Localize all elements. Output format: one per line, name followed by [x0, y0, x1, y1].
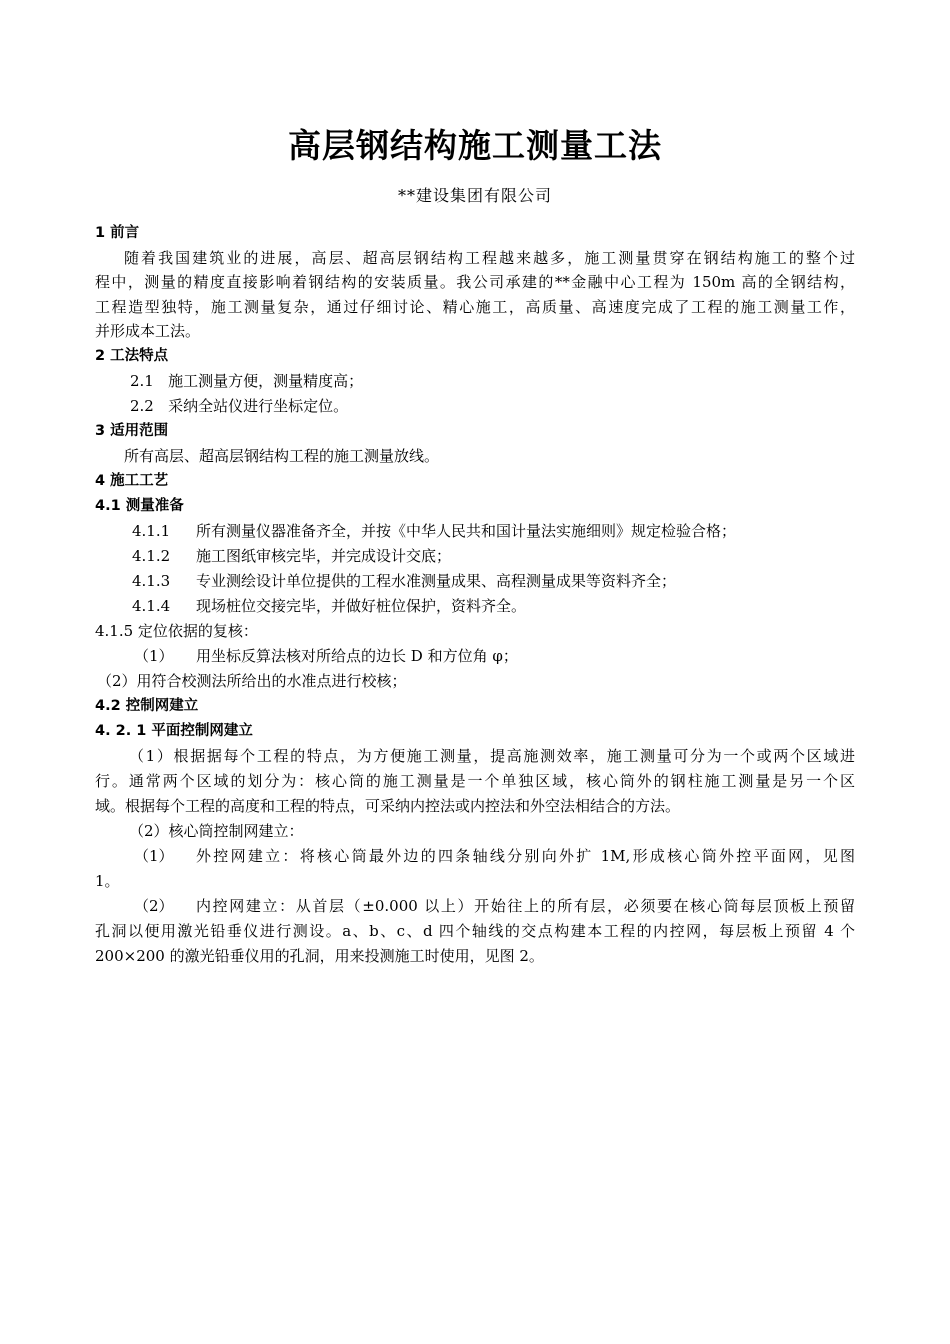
section-1-heading: 1 前言 — [95, 225, 140, 241]
item-text: 现场桩位交接完毕，并做好桩位保护，资料齐全。 — [196, 597, 527, 615]
paragraph-line: 行。通常两个区域的划分为：核心筒的施工测量是一个单独区域，核心筒外的钢柱施工测量是另一个区 — [95, 772, 855, 790]
section-4-heading: 4 施工工艺 — [95, 473, 169, 489]
section-1-paragraph-line: 程中，测量的精度直接影响着钢结构的安装质量。我公司承建的**金融中心工程为 150m 高的全钢结构， — [95, 273, 855, 291]
section-4-1-heading: 4.1 测量准备 — [95, 498, 184, 514]
section-2-heading: 2 工法特点 — [95, 348, 169, 364]
item-4-1-5-2: （2）用符合校测法所给出的水准点进行校核； — [97, 672, 407, 690]
item-text: 施工图纸审核完毕，并完成设计交底； — [196, 547, 452, 565]
item-text: 所有测量仪器准备齐全，并按《中华人民共和国计量法实施细则》规定检验合格； — [196, 522, 737, 540]
section-1-paragraph-line: 随着我国建筑业的进展，高层、超高层钢结构工程越来越多，施工测量贯穿在钢结构施工的整个过 — [124, 249, 855, 267]
section-3-heading: 3 适用范围 — [95, 423, 169, 439]
section-2-1-item: 2.1 施工测量方便，测量精度高； — [130, 372, 364, 390]
item-number: （1） — [134, 647, 174, 665]
section-1-paragraph-line: 工程造型独特，施工测量复杂，通过仔细讨论、精心施工，高质量、高速度完成了工程的施工测量工作， — [95, 298, 855, 316]
item-text: 专业测绘设计单位提供的工程水准测量成果、高程测量成果等资料齐全； — [196, 572, 677, 590]
item-text: 1。 — [95, 872, 120, 890]
paragraph-line: 域。根据每个工程的高度和工程的特点，可采纳内控法或内控法和外空法相结合的方法。 — [95, 797, 681, 815]
item-number: 4.1.1 — [132, 522, 171, 540]
section-4-2-1-heading: 4. 2. 1 平面控制网建立 — [95, 723, 253, 739]
section-2-2-item: 2.2 采纳全站仪进行坐标定位。 — [130, 397, 349, 415]
item-text: 外控网建立：将核心筒最外边的四条轴线分别向外扩 1M,形成核心筒外控平面网，见图 — [196, 847, 855, 865]
item-text: 用坐标反算法核对所给点的边长 D 和方位角 φ； — [196, 647, 518, 665]
item-text: 孔洞以便用激光铅垂仪进行测设。a、b、c、d 四个轴线的交点构建本工程的内控网，每层板上预留 4 个 — [95, 922, 855, 940]
item-number: 4.1.4 — [132, 597, 171, 615]
document-title: 高层钢结构施工测量工法 — [288, 126, 662, 165]
item-4-1-5: 4.1.5 定位依据的复核： — [95, 622, 258, 640]
item-number: 4.1.3 — [132, 572, 171, 590]
item-number: 4.1.2 — [132, 547, 171, 565]
company-name: **建设集团有限公司 — [397, 186, 552, 205]
section-4-2-heading: 4.2 控制网建立 — [95, 698, 199, 714]
paragraph-line: （1）根据据每个工程的特点，为方便施工测量，提高施测效率，施工测量可分为一个或两个区域进 — [129, 747, 855, 765]
section-3-paragraph: 所有高层、超高层钢结构工程的施工测量放线。 — [124, 447, 440, 465]
section-1-paragraph-line: 并形成本工法。 — [95, 322, 201, 340]
item-text: 内控网建立：从首层（±0.000 以上）开始往上的所有层，必须要在核心筒每层顶板上预留 — [196, 897, 855, 915]
item-text: 200×200 的激光铅垂仪用的孔洞，用来投测施工时使用，见图 2。 — [95, 947, 544, 965]
paragraph-line: （2）核心筒控制网建立： — [129, 822, 304, 840]
item-number: （1） — [134, 847, 174, 865]
item-number: （2） — [134, 897, 174, 915]
